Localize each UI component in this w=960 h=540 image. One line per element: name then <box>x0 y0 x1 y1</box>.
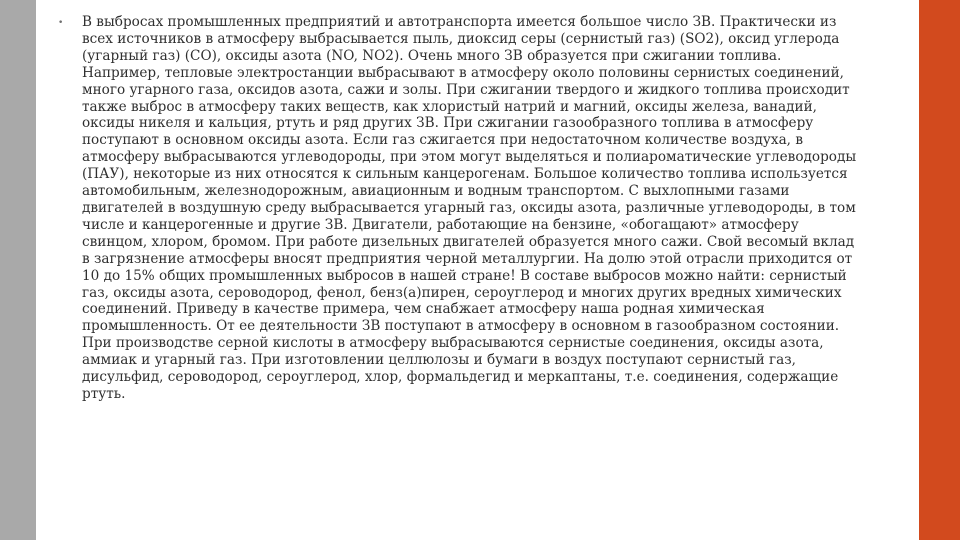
right-accent-bar <box>919 0 960 540</box>
left-decorative-bar <box>0 0 36 540</box>
slide-content <box>58 14 864 403</box>
body-paragraph: В выбросах промышленных предприятий и автотранспорта имеется большое число ЗВ. Практически из всех источников в атмосферу выбрасывается пыль, диоксид серы (сернистый газ) (SO2), оксид углерода (угарный газ) (CO), оксиды азота (NO, NO2). Очень много ЗВ образуется при сжигании топлива. Например, тепловые электростанции выбрасывают в атмосферу около половины сернистых соединений, много угарного газа, оксидов азота, сажи и золы. При сжигании твердого и жидкого топлива происходит также выброс в атмосферу таких веществ, как хлористый натрий и магний, оксиды железа, ванадий, оксиды никеля и кальция, ртуть и ряд других ЗВ. При сжигании газообразного топлива в атмосферу поступают в основном оксиды азота. Если газ сжигается при недостаточном количестве воздуха, в атмосферу выбрасываются углеводороды, при этом могут выделяться и полиароматические углеводороды (ПАУ), некоторые из них относятся к сильным канцерогенам. Большое количество топлива используется автомобильным, железнодорожным, авиационным и водным транспортом. С выхлопными газами двигателей в воздушную среду выбрасывается угарный газ, оксиды азота, различные углеводороды, в том числе и канцерогенные и другие ЗВ. Двигатели, работающие на бензине, «обогащают» атмосферу свинцом, хлором, бромом. При работе дизельных двигателей образуется много сажи. Свой весомый вклад в загрязнение атмосферы вносят предприятия черной металлургии. На долю этой отрасли приходится от 10 до 15% общих промышленных выбросов в нашей стране! В составе выбросов можно найти: сернистый газ, оксиды азота, сероводород, фенол, бенз(а)пирен, сероуглерод и многих других вредных химических соединений. Приведу в качестве примера, чем снабжает атмосферу наша родная химическая промышленность. От ее деятельности ЗВ поступают в атмосферу в основном в газообразном состоянии. При производстве серной кислоты в атмосферу выбрасываются сернистые соединения, оксиды азота, аммиак и угарный газ. При изготовлении целлюлозы и бумаги в воздух поступают сернистый газ, дисульфид, сероводород, сероуглерод, хлор, формальдегид и меркаптаны, т.е. соединения, содержащие ртуть. <box>82 14 857 402</box>
bullet-marker: • <box>58 18 64 28</box>
